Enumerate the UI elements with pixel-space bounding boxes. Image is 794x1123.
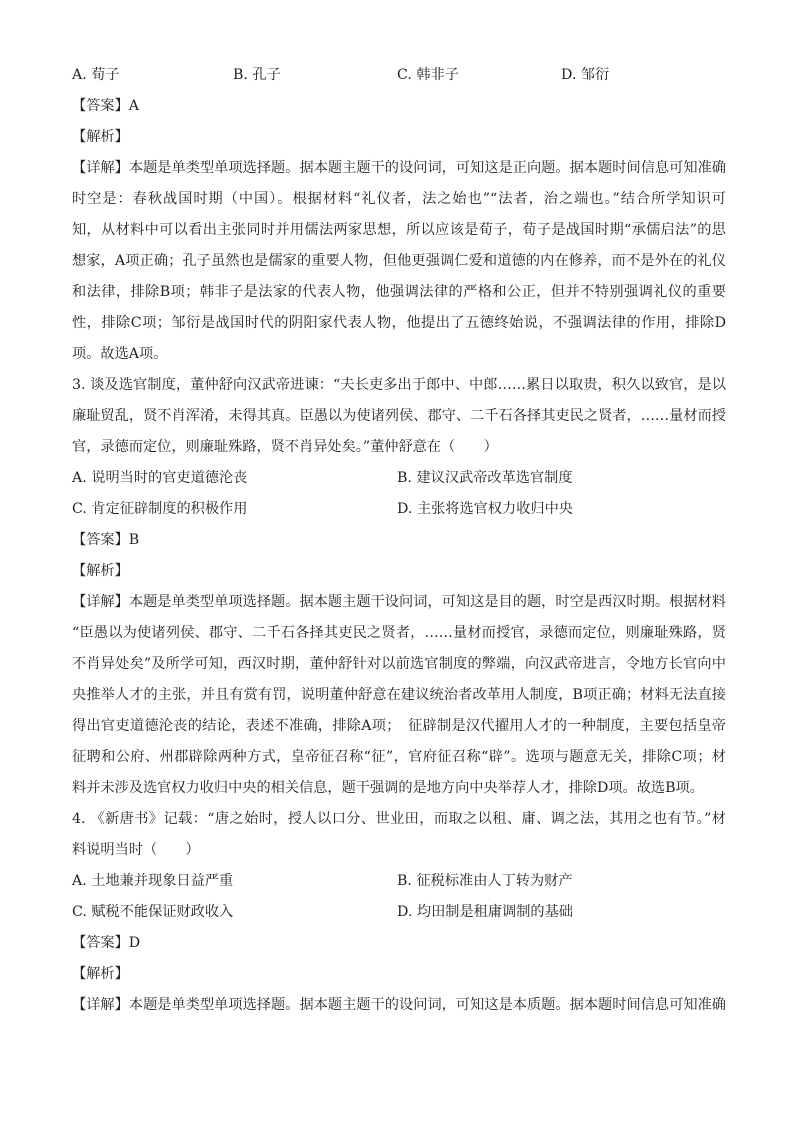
q3-answer: 【答案】B xyxy=(72,532,140,548)
q3-stem-line: 官，录德而定位，则廉耻殊路，贤不肖异处矣。”董仲舒意在（ ） xyxy=(72,439,498,455)
q3-analysis-heading: 【解析】 xyxy=(72,563,129,579)
q2-detail-line: 性，排除C项；邹衍是战国时代的阴阳家代表人物，他提出了五德终始说，不强调法律的作用，排除D xyxy=(72,315,726,331)
q4-options-row-2 xyxy=(72,897,726,928)
q3-detail-line: 得出官吏道德沦丧的结论，表述不准确，排除A项； 征辟制是汉代擢用人才的一种制度，主要包括皇帝 xyxy=(72,718,726,734)
q3-stem-line: 3. 谈及选官制度，董仲舒向汉武帝进谏：“夫长吏多出于郎中、中郎……累日以取贵，积久以致官，是以 xyxy=(72,377,726,393)
q2-detail-line: 想家，A项正确；孔子虽然也是儒家的重要人物，但他更强调仁爱和道德的内在修养，而不是外在的礼仪 xyxy=(72,253,726,269)
q3-detail-line: 料并未涉及选官权力收归中央的相关信息，题干强调的是地方向中央举荐人才，排除D项。故选B项。 xyxy=(72,780,704,796)
q2-detail-line: 知，从材料中可以看出主张同时并用儒法两家思想，所以应该是荀子，荀子是战国时期“承儒启法”的思 xyxy=(72,222,726,238)
q2-analysis-heading: 【解析】 xyxy=(72,129,129,145)
q4-stem-line: 料说明当时（ ） xyxy=(72,842,200,858)
q3-detail-line: 不肖异处矣”及所学可知，西汉时期，董仲舒针对以前选官制度的弊端，向汉武帝进言，令地方长官向中 xyxy=(72,656,726,672)
q2-option-d: D. 邹衍 xyxy=(561,67,610,83)
q3-option-b: B. 建议汉武帝改革选官制度 xyxy=(397,470,573,486)
q2-detail-line: 【详解】本题是单类型单项选择题。据本题主题干的设问词，可知这是正向题。据本题时间信息可知准确 xyxy=(72,160,726,176)
q3-option-d: D. 主张将选官权力收归中央 xyxy=(397,501,573,517)
q4-detail xyxy=(72,990,726,1021)
q4-option-a: A. 土地兼并现象日益严重 xyxy=(72,873,234,889)
q3-detail-line: 【详解】本题是单类型单项选择题。据本题主题干设问词，可知这是目的题，时空是西汉时期。根据材料 xyxy=(72,594,726,610)
q4-option-c: C. 赋税不能保证财政收入 xyxy=(72,904,234,920)
q3-stem xyxy=(72,370,726,463)
q4-detail-line: 【详解】本题是单类型单项选择题。据本题主题干的设问词，可知这是本质题。据本题时间信息可知准确 xyxy=(72,997,726,1013)
q4-option-b: B. 征税标准由人丁转为财产 xyxy=(397,873,573,889)
q4-stem xyxy=(72,804,726,866)
q3-stem-line: 廉耻贸乱，贤不肖浑淆，未得其真。臣愚以为使诸列侯、郡守、二千石各择其吏民之贤者，……量材而授 xyxy=(72,408,726,424)
q2-option-c: C. 韩非子 xyxy=(397,67,459,83)
q4-stem-line: 4. 《新唐书》记载：“唐之始时，授人以口分、世业田，而取之以租、庸、调之法，其用之也有节。”材 xyxy=(72,811,726,827)
q3-options-row-2 xyxy=(72,494,726,525)
q4-options-row-1 xyxy=(72,866,726,897)
q3-detail-line: 征聘和公府、州郡辟除两种方式，皇帝征召称“征”，官府征召称“辟”。选项与题意无关，排除C项；材 xyxy=(72,749,726,765)
q2-option-b: B. 孔子 xyxy=(233,67,281,83)
q2-option-a: A. 荀子 xyxy=(72,67,120,83)
q2-answer: 【答案】A xyxy=(72,98,139,114)
q4-analysis-heading: 【解析】 xyxy=(72,966,129,982)
q3-option-c: C. 肯定征辟制度的积极作用 xyxy=(72,501,248,517)
q2-detail-line: 和法律，排除B项；韩非子是法家的代表人物，他强调法律的严格和公正，但并不特别强调礼仪的重要 xyxy=(72,284,726,300)
q4-answer: 【答案】D xyxy=(72,935,141,951)
q2-detail-line: 时空是：春秋战国时期（中国）。根据材料“礼仪者，法之始也”“法者，治之端也。”结合所学知识可 xyxy=(72,191,726,207)
q4-option-d: D. 均田制是租庸调制的基础 xyxy=(397,904,573,920)
q2-detail xyxy=(72,153,726,370)
q2-options xyxy=(72,60,726,91)
q3-detail-line: “臣愚以为使诸列侯、郡守、二千石各择其吏民之贤者，……量材而授官，录德而定位，则廉耻殊路，贤 xyxy=(72,625,726,641)
q2-detail-line: 项。故选A项。 xyxy=(72,346,168,362)
q3-options-row-1 xyxy=(72,463,726,494)
q3-detail-line: 央推举人才的主张，并且有赏有罚，说明董仲舒意在建议统治者改革用人制度，B项正确；材料无法直接 xyxy=(72,687,726,703)
q3-option-a: A. 说明当时的官吏道德沦丧 xyxy=(72,470,248,486)
q3-detail xyxy=(72,587,726,804)
document-page xyxy=(72,60,726,1021)
